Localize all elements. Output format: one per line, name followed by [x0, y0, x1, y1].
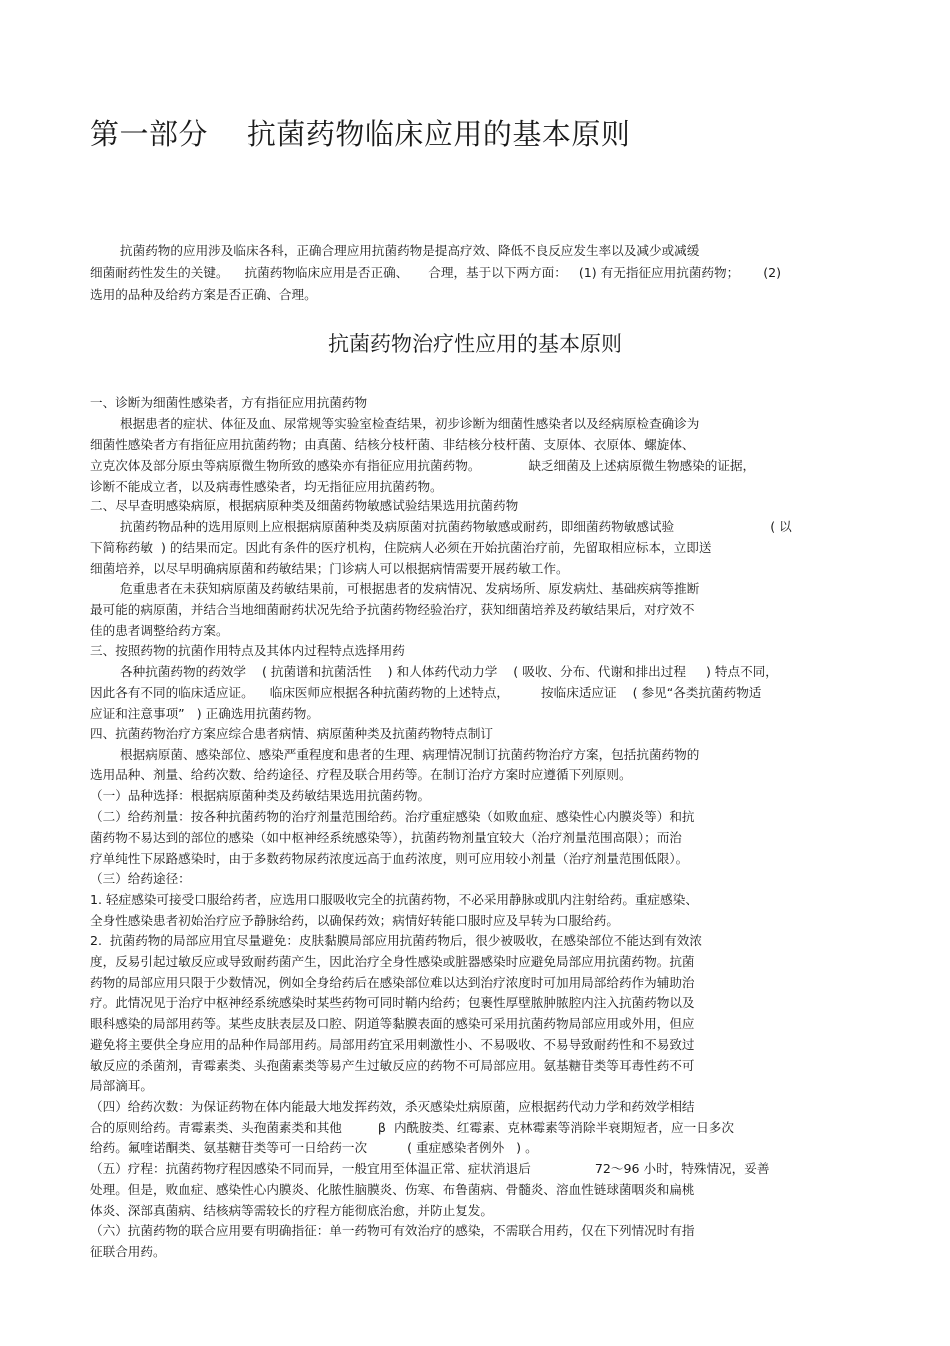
paragraph-line: 下简称药敏 ) 的结果而定。因此有条件的医疗机构，住院病人必须在开始抗菌治疗前，先留取相应标本，立即送: [90, 540, 712, 555]
intro-line: 细菌耐药性发生的关键。 抗菌药物临床应用是否正确、 合理，基于以下两方面： (1) 有无指征应用抗菌药物； (2): [90, 265, 782, 280]
paragraph-line: 全身性感染患者初始治疗应予静脉给药，以确保药效；病情好转能口服时应及早转为口服给药。: [90, 913, 619, 928]
paragraph-line: 征联合用药。: [90, 1244, 166, 1259]
paragraph-line: 体炎、深部真菌病、结核病等需较长的疗程方能彻底治愈，并防止复发。: [90, 1203, 493, 1218]
paragraph-line: （五）疗程：抗菌药物疗程因感染不同而异，一般宜用至体温正常、症状消退后 72～96 小时，特殊情况，妥善: [90, 1161, 770, 1176]
paragraph-line: 各种抗菌药物的药效学 ( 抗菌谱和抗菌活性 ) 和人体药代动力学 ( 吸收、分布、代谢和排出过程 ) 特点不同，: [120, 664, 778, 679]
heading-four: 四、抗菌药物治疗方案应综合患者病情、病原菌种类及抗菌药物特点制订: [90, 726, 493, 741]
paragraph-line: （二）给药剂量：按各种抗菌药物的治疗剂量范围给药。治疗重症感染（如败血症、感染性心内膜炎等）和抗: [90, 809, 695, 824]
paragraph-line: 疗单纯性下尿路感染时，由于多数药物尿药浓度远高于血药浓度，则可应用较小剂量（治疗剂量范围低限）。: [90, 851, 689, 866]
intro-line: 抗菌药物的应用涉及临床各科，正确合理应用抗菌药物是提高疗效、降低不良反应发生率以及减少或减缓: [120, 243, 700, 258]
section-title: 抗菌药物治疗性应用的基本原则: [328, 332, 622, 356]
paragraph-line: 选用品种、剂量、给药次数、给药途径、疗程及联合用药等。在制订治疗方案时应遵循下列原则。: [90, 767, 632, 782]
intro-line: 选用的品种及给药方案是否正确、合理。: [90, 287, 317, 302]
paragraph-line: 药物的局部应用只限于少数情况，例如全身给药后在感染部位难以达到治疗浓度时可加用局部给药作为辅助治: [90, 975, 695, 990]
paragraph-line: 1. 轻症感染可接受口服给药者，应选用口服吸收完全的抗菌药物，不必采用静脉或肌内注射给药。重症感染、: [90, 892, 698, 907]
paragraph-line: （三）给药途径：: [90, 871, 191, 886]
paragraph-line: 立克次体及部分原虫等病原微生物所致的感染亦有指征应用抗菌药物。 缺乏细菌及上述病原微生物感染的证据，: [90, 458, 756, 473]
paragraph-line: 合的原则给药。青霉素类、头孢菌素类和其他 β 内酰胺类、红霉素、克林霉素等消除半衰期短者，应一日多次: [90, 1120, 734, 1135]
paragraph-line: 2. 抗菌药物的局部应用宜尽量避免：皮肤黏膜局部应用抗菌药物后，很少被吸收，在感染部位不能达到有效浓: [90, 933, 702, 948]
paragraph-line: 危重患者在未获知病原菌及药敏结果前，可根据患者的发病情况、发病场所、原发病灶、基础疾病等推断: [120, 581, 700, 596]
paragraph-line: 抗菌药物品种的选用原则上应根据病原菌种类及病原菌对抗菌药物敏感或耐药，即细菌药物敏感试验 ( 以: [120, 519, 792, 534]
heading-one: 一、诊断为细菌性感染者，方有指征应用抗菌药物: [90, 395, 368, 410]
heading-three: 三、按照药物的抗菌作用特点及其体内过程特点选择用药: [90, 643, 405, 658]
paragraph-line: 疗。此情况见于治疗中枢神经系统感染时某些药物可同时鞘内给药；包裹性厚壁脓肿脓腔内注入抗菌药物以及: [90, 995, 695, 1010]
paragraph-line: （六）抗菌药物的联合应用要有明确指征：单一药物可有效治疗的感染，不需联合用药，仅在下列情况时有指: [90, 1223, 695, 1238]
paragraph-line: 细菌性感染者方有指征应用抗菌药物；由真菌、结核分枝杆菌、非结核分枝杆菌、支原体、衣原体、螺旋体、: [90, 437, 695, 452]
paragraph-line: 眼科感染的局部用药等。某些皮肤表层及口腔、阴道等黏膜表面的感染可采用抗菌药物局部应用或外用，但应: [90, 1016, 695, 1031]
paragraph-line: （一）品种选择：根据病原菌种类及药敏结果选用抗菌药物。: [90, 788, 431, 803]
paragraph-line: 佳的患者调整给药方案。: [90, 623, 229, 638]
paragraph-line: 根据病原菌、感染部位、感染严重程度和患者的生理、病理情况制订抗菌药物治疗方案，包括抗菌药物的: [120, 747, 700, 762]
paragraph-line: 局部滴耳。: [90, 1078, 153, 1093]
heading-two: 二、尽早查明感染病原，根据病原种类及细菌药物敏感试验结果选用抗菌药物: [90, 498, 519, 513]
paragraph-line: 避免将主要供全身应用的品种作局部用药。局部用药宜采用刺激性小、不易吸收、不易导致耐药性和不易致过: [90, 1037, 695, 1052]
paragraph-line: 根据患者的症状、体征及血、尿常规等实验室检查结果，初步诊断为细菌性感染者以及经病原检查确诊为: [120, 416, 700, 431]
paragraph-line: 菌药物不易达到的部位的感染（如中枢神经系统感染等），抗菌药物剂量宜较大（治疗剂量范围高限）；而治: [90, 830, 682, 845]
paragraph-line: 应证和注意事项” ) 正确选用抗菌药物。: [90, 706, 319, 721]
paragraph-line: 诊断不能成立者，以及病毒性感染者，均无指征应用抗菌药物。: [90, 479, 443, 494]
paragraph-line: （四）给药次数：为保证药物在体内能最大地发挥药效，杀灭感染灶病原菌，应根据药代动力学和药效学相结: [90, 1099, 695, 1114]
paragraph-line: 细菌培养，以尽早明确病原菌和药敏结果；门诊病人可以根据病情需要开展药敏工作。: [90, 561, 569, 576]
page-title: 第一部分 抗菌药物临床应用的基本原则: [90, 117, 631, 151]
paragraph-line: 给药。氟喹诺酮类、氨基糖苷类等可一日给药一次 ( 重症感染者例外 ) 。: [90, 1140, 538, 1155]
paragraph-line: 处理。但是，败血症、感染性心内膜炎、化脓性脑膜炎、伤寒、布鲁菌病、骨髓炎、溶血性链球菌咽炎和扁桃: [90, 1182, 695, 1197]
paragraph-line: 敏反应的杀菌剂，青霉素类、头孢菌素类等易产生过敏反应的药物不可局部应用。氨基糖苷类等耳毒性药不可: [90, 1058, 695, 1073]
paragraph-line: 因此各有不同的临床适应证。 临床医师应根据各种抗菌药物的上述特点， 按临床适应证 ( 参见“各类抗菌药物适: [90, 685, 762, 700]
paragraph-line: 最可能的病原菌，并结合当地细菌耐药状况先给予抗菌药物经验治疗，获知细菌培养及药敏结果后，对疗效不: [90, 602, 695, 617]
paragraph-line: 度，反易引起过敏反应或导致耐药菌产生，因此治疗全身性感染或脏器感染时应避免局部应用抗菌药物。抗菌: [90, 954, 695, 969]
